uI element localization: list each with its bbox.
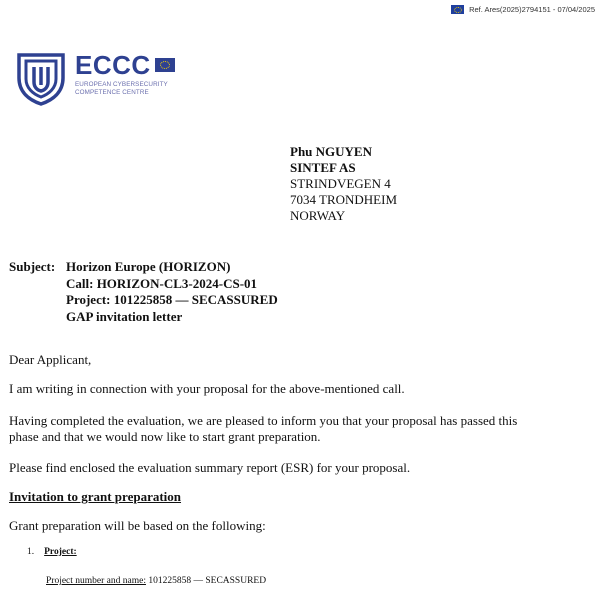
list-item: [27, 547, 77, 557]
project-line: [46, 576, 266, 586]
recipient-address: [290, 144, 397, 224]
subject-line: Project: 101225858 — SECASSURED: [66, 292, 278, 307]
paragraph-grant-basis: Grant preparation will be based on the following:: [9, 518, 266, 533]
eccc-logo: [15, 52, 175, 106]
eccc-shield-icon: [15, 52, 67, 106]
recipient-street: STRINDVEGEN 4: [290, 176, 391, 191]
subject-block: [9, 259, 278, 325]
subject-line: Call: HORIZON-CL3-2024-CS-01: [66, 275, 258, 291]
list-item-number: 1.: [27, 547, 35, 557]
subject-line: Horizon Europe (HORIZON): [66, 259, 231, 274]
paragraph-evaluation: Having completed the evaluation, we are pleased to inform you that your proposal has passed this phase and that we would now like to start grant preparation.: [9, 413, 518, 444]
logo-wordmark: ECCC: [75, 52, 175, 78]
paragraph-intro: I am writing in connection with your proposal for the above-mentioned call.: [9, 381, 405, 396]
reference-text: Ref. Ares(2025)2794151 - 07/04/2025: [469, 5, 595, 14]
section-heading: Invitation to grant preparation: [9, 489, 182, 504]
recipient-organisation: SINTEF AS: [290, 160, 356, 175]
subject-line: GAP invitation letter: [66, 308, 183, 324]
recipient-country: NORWAY: [290, 208, 346, 223]
eu-flag-icon: [451, 5, 464, 14]
project-number-label: Project number and name:: [46, 576, 146, 586]
list-item-label: Project:: [44, 547, 77, 557]
subject-label: Subject:: [9, 259, 56, 274]
paragraph-esr: Please find enclosed the evaluation summary report (ESR) for your proposal.: [9, 460, 411, 475]
recipient-name: Phu NGUYEN: [290, 144, 372, 159]
document-reference: [451, 5, 595, 14]
eu-flag-icon: [155, 58, 175, 72]
logo-subtitle-line2: COMPETENCE CENTRE: [75, 88, 149, 96]
project-number-value: 101225858 — SECASSURED: [148, 576, 267, 586]
salutation: Dear Applicant,: [9, 352, 92, 367]
logo-subtitle-line1: EUROPEAN CYBERSECURITY: [75, 81, 168, 88]
recipient-city: 7034 TRONDHEIM: [290, 192, 398, 207]
